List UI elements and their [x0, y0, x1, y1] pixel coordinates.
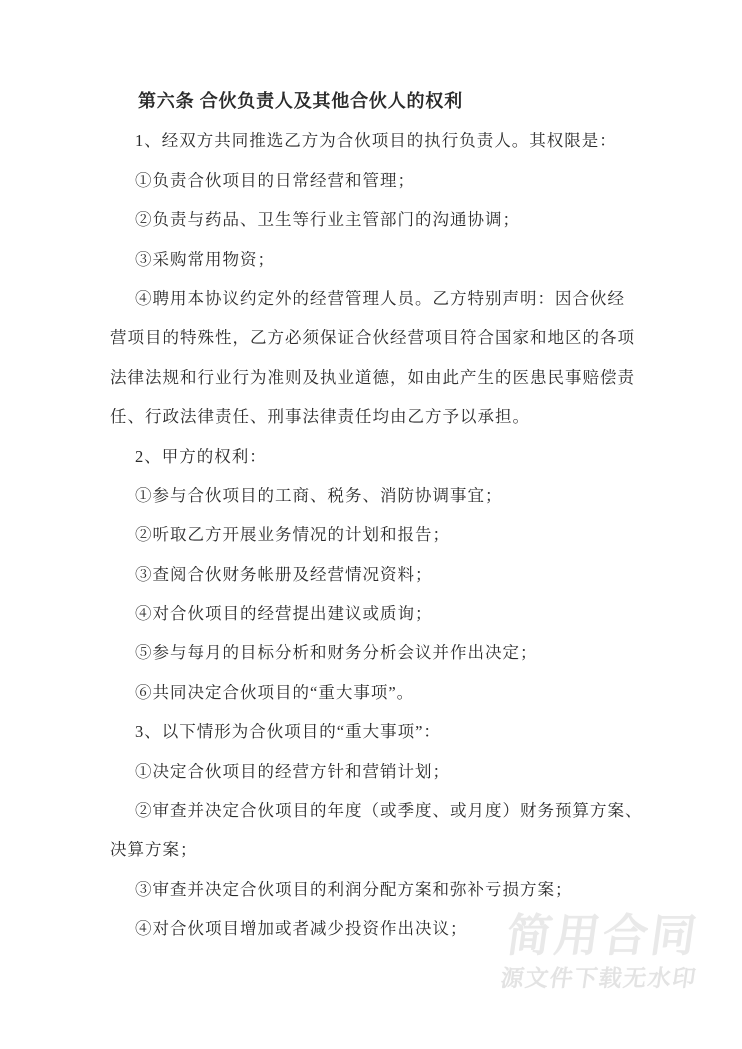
- watermark-subtitle: 源文件下载无水印: [499, 965, 699, 991]
- text-line: ④对合伙项目增加或者减少投资作出决议；: [135, 919, 468, 939]
- text-line: ②负责与药品、卫生等行业主管部门的沟通协调；: [135, 210, 520, 230]
- text-line: ①决定合伙项目的经营方针和营销计划；: [135, 761, 450, 781]
- text-line: ③采购常用物资；: [135, 249, 275, 269]
- text-line: ③审查并决定合伙项目的利润分配方案和弥补亏损方案；: [135, 879, 573, 899]
- text-line: 决算方案；: [110, 840, 198, 860]
- text-line: ⑥共同决定合伙项目的“重大事项”。: [135, 682, 415, 702]
- text-line: ①负责合伙项目的日常经营和管理；: [135, 170, 415, 190]
- text-line: 2、甲方的权利：: [135, 446, 267, 466]
- watermark-title: 简用合同: [503, 910, 703, 961]
- document-body: [110, 82, 643, 949]
- text-line: ②听取乙方开展业务情况的计划和报告；: [135, 525, 450, 545]
- text-line: 3、以下情形为合伙项目的“重大事项”：: [135, 722, 441, 742]
- text-line: ④聘用本协议约定外的经营管理人员。乙方特别声明：因合伙经: [135, 288, 625, 308]
- text-line: ②审查并决定合伙项目的年度（或季度、或月度）财务预算方案、: [135, 801, 643, 821]
- text-line: ①参与合伙项目的工商、税务、消防协调事宜；: [135, 485, 503, 505]
- section-heading: 第六条 合伙负责人及其他合伙人的权利: [138, 91, 463, 111]
- text-line: ⑤参与每月的目标分析和财务分析会议并作出决定；: [135, 643, 538, 663]
- text-line: 法律法规和行业行为准则及执业道德，如由此产生的医患民事赔偿责: [110, 367, 635, 387]
- text-line: ④对合伙项目的经营提出建议或质询；: [135, 604, 433, 624]
- text-line: 1、经双方共同推选乙方为合伙项目的执行负责人。其权限是：: [135, 131, 617, 151]
- text-line: 任、行政法律责任、刑事法律责任均由乙方予以承担。: [110, 407, 530, 427]
- text-line: 营项目的特殊性，乙方必须保证合伙经营项目符合国家和地区的各项: [110, 328, 635, 348]
- text-line: ③查阅合伙财务帐册及经营情况资料；: [135, 564, 433, 584]
